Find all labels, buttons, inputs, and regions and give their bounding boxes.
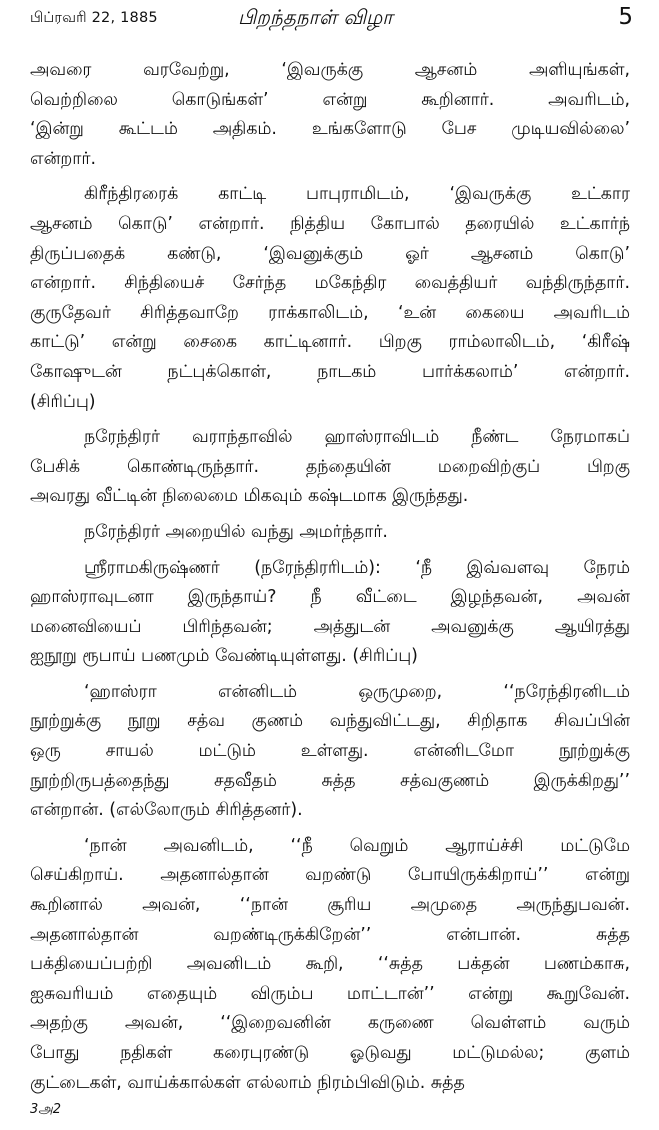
page-number: 5 (618, 4, 633, 30)
paragraph (30, 832, 630, 1098)
text-line: அவரது வீட்டின் நிலைமை மிகவும் கஷ்டமாக இருந்தது. (30, 486, 469, 507)
text-line: கிரீந்திரரைக் காட்டி பாபுராமிடம், ‘இவருக்கு உட்கார (84, 184, 630, 205)
text-line: ஐசுவரியம் எதையும் விரும்ப மாட்டான்’’ என்று கூறுவேன். (30, 983, 630, 1004)
text-line: (சிரிப்பு) (30, 391, 96, 412)
text-line: ஐநூறு ரூபாய் பணமும் வேண்டியுள்ளது. (சிரிப்பு) (30, 646, 418, 667)
text-line: நரேந்திரர் வராந்தாவில் ஹாஸ்ராவிடம் நீண்ட நேரமாகப் (84, 427, 630, 448)
text-line: என்றார். (30, 148, 96, 169)
header-date: பிப்ரவரி 22, 1885 (30, 10, 158, 26)
text-line: ‘இன்று கூட்டம் அதிகம். உங்களோடு பேச முடியவில்லை’ (30, 119, 630, 140)
text-line: நூற்றிருபத்தைந்து சதவீதம் சுத்த சத்வகுணம் இருக்கிறது’’ (30, 770, 630, 791)
text-line: குட்டைகள், வாய்க்கால்கள் எல்லாம் நிரம்பிவிடும். சுத்த (30, 1072, 465, 1093)
paragraph (30, 678, 630, 826)
chapter-title: பிறந்தநாள் விழா (238, 5, 393, 29)
text-line: பேசிக் கொண்டிருந்தார். தந்தையின் மறைவிற்குப் பிறகு (30, 456, 630, 477)
text-line: ஹாஸ்ராவுடனா இருந்தாய்? நீ வீட்டை இழந்தவன், அவன் (30, 587, 630, 608)
text-line: கோஷுடன் நட்புக்கொள், நாடகம் பார்க்கலாம்’ என்றார். (30, 361, 630, 382)
text-line: திருப்பதைக் கண்டு, ‘இவனுக்கும் ஓர் ஆசனம் கொடு’ (30, 243, 630, 264)
text-line: ஒரு சாயல் மட்டும் உள்ளது. என்னிடமோ நூற்றுக்கு (30, 741, 630, 762)
text-line: என்றான். (எல்லோரும் சிரித்தனர்). (30, 800, 303, 821)
text-line: செய்கிறாய். அதனால்தான் வறண்டு போயிருக்கிறாய்’’ என்று (30, 865, 630, 886)
text-line: போது நதிகள் கரைபுரண்டு ஓடுவது மட்டுமல்ல; குளம் (30, 1043, 630, 1063)
paragraph (30, 518, 630, 548)
text-line: நரேந்திரர் அறையில் வந்து அமர்ந்தார். (84, 521, 388, 542)
text-line: மனைவியைப் பிரிந்தவன்; அத்துடன் அவனுக்கு ஆயிரத்து (30, 616, 630, 637)
text-line: குருதேவர் சிரித்தவாறே ராக்காலிடம், ‘உன் கையை அவரிடம் (30, 302, 630, 323)
text-line: வெற்றிலை கொடுங்கள்’ என்று கூறினார். அவரிடம், (30, 89, 630, 110)
paragraph (30, 423, 630, 512)
text-line: ஆசனம் கொடு’ என்றார். நித்திய கோபால் தரையில் உட்கார்ந் (30, 213, 630, 234)
text-line: ‘நான் அவனிடம், ‘‘நீ வெறும் ஆராய்ச்சி மட்டுமே (84, 835, 630, 856)
paragraph (30, 180, 630, 417)
paragraph (30, 56, 630, 174)
text-line: ‘ஹாஸ்ரா என்னிடம் ஒருமுறை, ‘‘நரேந்திரனிடம் (84, 681, 630, 702)
text-line: என்றார். சிந்தியைச் சேர்ந்த மகேந்திர வைத்தியர் வந்திருந்தார். (30, 273, 630, 294)
text-line: அதனால்தான் வறண்டிருக்கிறேன்’’ என்பான். சுத்த (30, 924, 630, 945)
text-line: அதற்கு அவன், ‘‘இறைவனின் கருணை வெள்ளம் வரும் (30, 1013, 630, 1034)
running-header (0, 0, 659, 40)
signature-mark: 3அ2 (30, 1102, 61, 1117)
text-line: பக்தியைப்பற்றி அவனிடம் கூறி, ‘‘சுத்த பக்தன் பணம்காசு, (30, 954, 630, 975)
text-line: காட்டு’ என்று சைகை காட்டினார். பிறகு ராம்லாலிடம், ‘கிரீஷ் (30, 332, 630, 353)
paragraph (30, 554, 630, 672)
text-line: ஸ்ரீராமகிருஷ்ணர் (நரேந்திரரிடம்): ‘நீ இவ்வளவு நேரம் (84, 557, 630, 578)
body-text (30, 56, 630, 1098)
text-line: நூற்றுக்கு நூறு சத்வ குணம் வந்துவிட்டது, சிறிதாக சிவப்பின் (30, 711, 630, 732)
text-line: அவரை வரவேற்று, ‘இவருக்கு ஆசனம் அளியுங்கள், (30, 60, 630, 80)
text-line: கூறினால் அவன், ‘‘நான் சூரிய அமுதை அருந்துபவன். (30, 895, 630, 916)
